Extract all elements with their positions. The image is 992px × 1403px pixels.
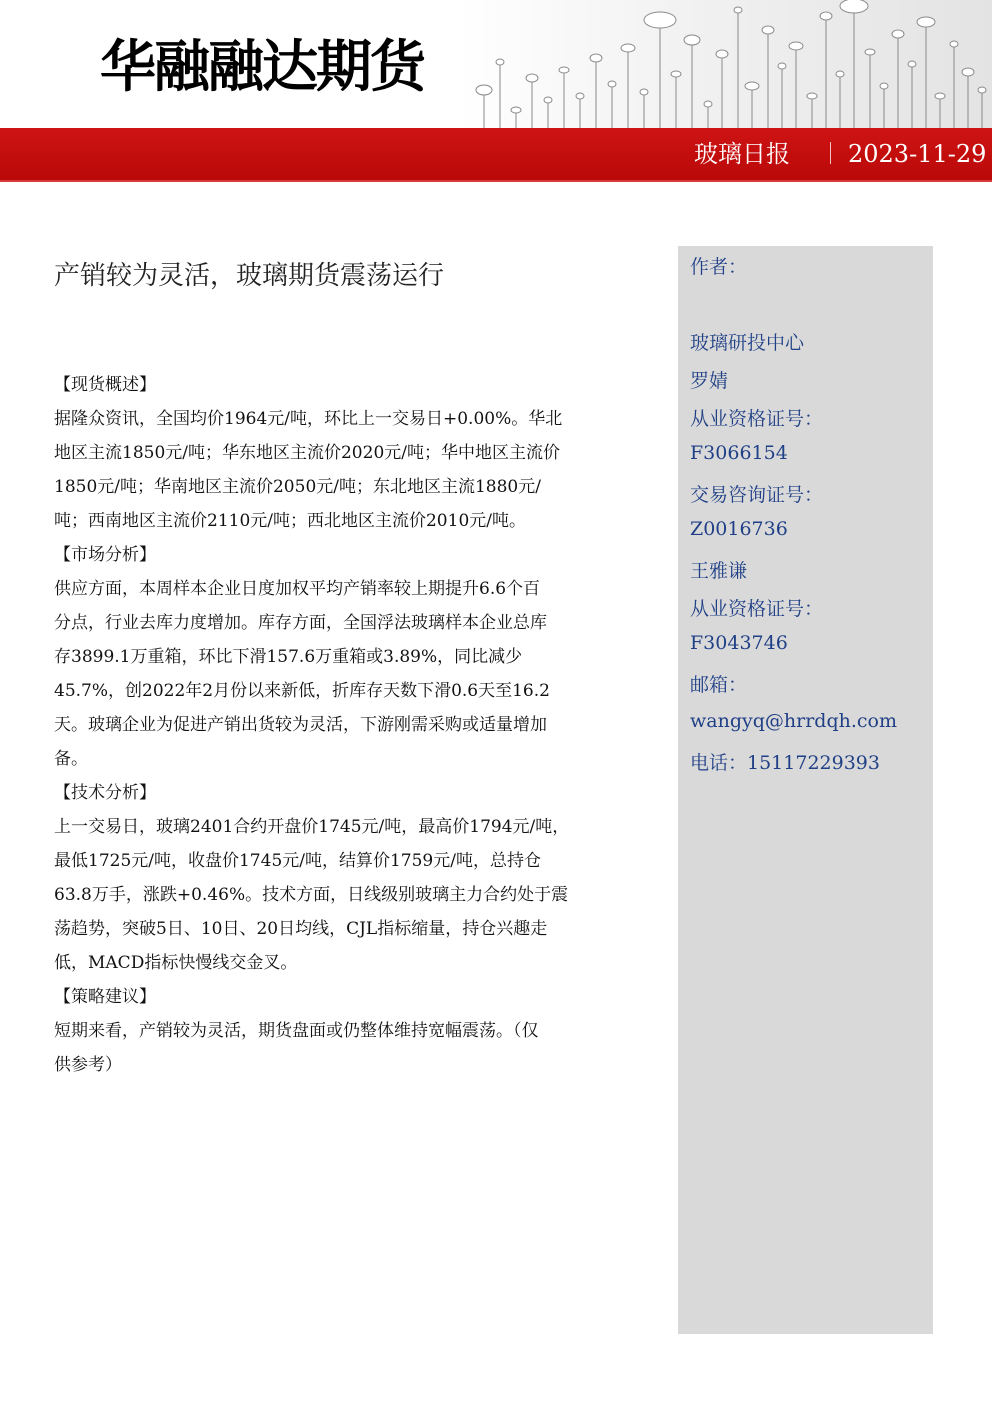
author-department: 玻璃研投中心 <box>690 332 805 354</box>
decorative-pin-head <box>917 17 935 27</box>
analyst-name: 王雅谦 <box>690 560 748 582</box>
qualification-number: F3066154 <box>690 442 788 464</box>
author-sidebar <box>678 246 933 1334</box>
header-separator <box>830 142 831 164</box>
decorative-pin-head <box>935 93 945 99</box>
email-address[interactable]: wangyq@hrrdqh.com <box>690 710 897 732</box>
report-type: 玻璃日报 <box>694 140 790 168</box>
consulting-number: Z0016736 <box>690 518 788 540</box>
decorative-pin-head <box>762 26 774 34</box>
qualification-label: 从业资格证号： <box>690 598 824 620</box>
body-line: 分点，行业去库力度增加。库存方面，全国浮法玻璃样本企业总库 <box>54 613 547 633</box>
decorative-pin-head <box>608 81 616 87</box>
decorative-pin-head <box>880 83 888 89</box>
section-heading: 【策略建议】 <box>54 987 156 1007</box>
section-technical <box>54 776 606 980</box>
decorative-pin-head <box>716 50 728 58</box>
report-date: 2023-11-29 <box>848 140 987 168</box>
decorative-pin-head <box>734 7 742 13</box>
report-title: 产销较为灵活，玻璃期货震荡运行 <box>54 261 445 291</box>
decorative-pin-head <box>671 71 681 77</box>
decorative-pin-head <box>559 67 569 73</box>
decorative-pin-head <box>640 89 648 95</box>
decorative-pin-head <box>576 93 584 99</box>
body-line: 低，MACD指标快慢线交金叉。 <box>54 953 298 973</box>
decorative-pin-head <box>908 61 916 67</box>
consulting-label: 交易咨询证号： <box>690 484 824 506</box>
body-line: 天。玻璃企业为促进产销出货较为灵活，下游刚需采购或适量增加 <box>54 715 547 735</box>
section-heading: 【技术分析】 <box>54 783 156 803</box>
decorative-pin-head <box>840 0 868 13</box>
section-spot <box>54 368 606 538</box>
section-strategy <box>54 980 606 1082</box>
body-line: 45.7%，创2022年2月份以来新低，折库存天数下滑0.6天至16.2 <box>54 681 550 701</box>
decorative-pin-head <box>978 87 986 93</box>
decorative-pin-head <box>892 30 904 38</box>
section-heading: 【市场分析】 <box>54 545 156 565</box>
section-heading: 【现货概述】 <box>54 375 156 395</box>
decorative-pin-head <box>684 35 700 45</box>
decorative-pin-head <box>704 101 712 107</box>
report-body <box>54 368 606 1082</box>
body-line: 吨；西南地区主流价2110元/吨；西北地区主流价2010元/吨。 <box>54 511 526 531</box>
body-line: 63.8万手，涨跌+0.46%。技术方面，日线级别玻璃主力合约处于震 <box>54 885 569 905</box>
analyst-name: 罗婧 <box>690 370 729 392</box>
decorative-pin-head <box>789 42 803 50</box>
body-line: 据隆众资讯，全国均价1964元/吨，环比上一交易日+0.00%。华北 <box>54 409 563 429</box>
body-line: 短期来看，产销较为灵活，期货盘面或仍整体维持宽幅震荡。（仅 <box>54 1021 539 1041</box>
decorative-pin-head <box>511 107 521 113</box>
body-line: 最低1725元/吨，收盘价1745元/吨，结算价1759元/吨，总持仓 <box>54 851 541 871</box>
phone-number: 电话：15117229393 <box>690 752 880 774</box>
body-line: 1850元/吨；华南地区主流价2050元/吨；东北地区主流1880元/ <box>54 477 541 497</box>
decorative-pins-graphic <box>456 0 992 128</box>
decorative-pin-head <box>820 12 832 20</box>
decorative-pin-head <box>476 85 492 95</box>
decorative-pin-head <box>950 41 958 47</box>
decorative-pin-head <box>836 71 844 77</box>
author-label: 作者： <box>690 256 748 278</box>
body-line: 备。 <box>54 749 88 769</box>
email-label: 邮箱： <box>690 674 748 696</box>
section-market <box>54 538 606 776</box>
body-line: 上一交易日，玻璃2401合约开盘价1745元/吨，最高价1794元/吨， <box>54 817 570 837</box>
decorative-pin-head <box>778 63 786 69</box>
decorative-pin-head <box>621 44 635 52</box>
body-line: 荡趋势，突破5日、10日、20日均线，CJL指标缩量，持仓兴趣走 <box>54 919 548 939</box>
decorative-pin-head <box>496 59 504 65</box>
decorative-pin-head <box>526 74 538 82</box>
header-bar <box>0 128 992 182</box>
body-line: 供参考） <box>54 1055 122 1075</box>
decorative-pin-head <box>590 54 602 62</box>
decorative-pin-head <box>745 82 759 90</box>
body-line: 地区主流1850元/吨；华东地区主流价2020元/吨；华中地区主流价 <box>54 443 560 463</box>
decorative-pin-head <box>807 93 817 99</box>
qualification-number: F3043746 <box>690 632 788 654</box>
decorative-pin-head <box>544 97 552 103</box>
decorative-pin-head <box>865 49 875 55</box>
body-line: 供应方面，本周样本企业日度加权平均产销率较上期提升6.6个百 <box>54 579 541 599</box>
body-line: 存3899.1万重箱，环比下滑157.6万重箱或3.89%，同比减少 <box>54 647 523 667</box>
qualification-label: 从业资格证号： <box>690 408 824 430</box>
decorative-pin-head <box>962 68 974 76</box>
decorative-pin-head <box>644 12 676 28</box>
company-logo: 华融融达期货 <box>100 35 424 100</box>
